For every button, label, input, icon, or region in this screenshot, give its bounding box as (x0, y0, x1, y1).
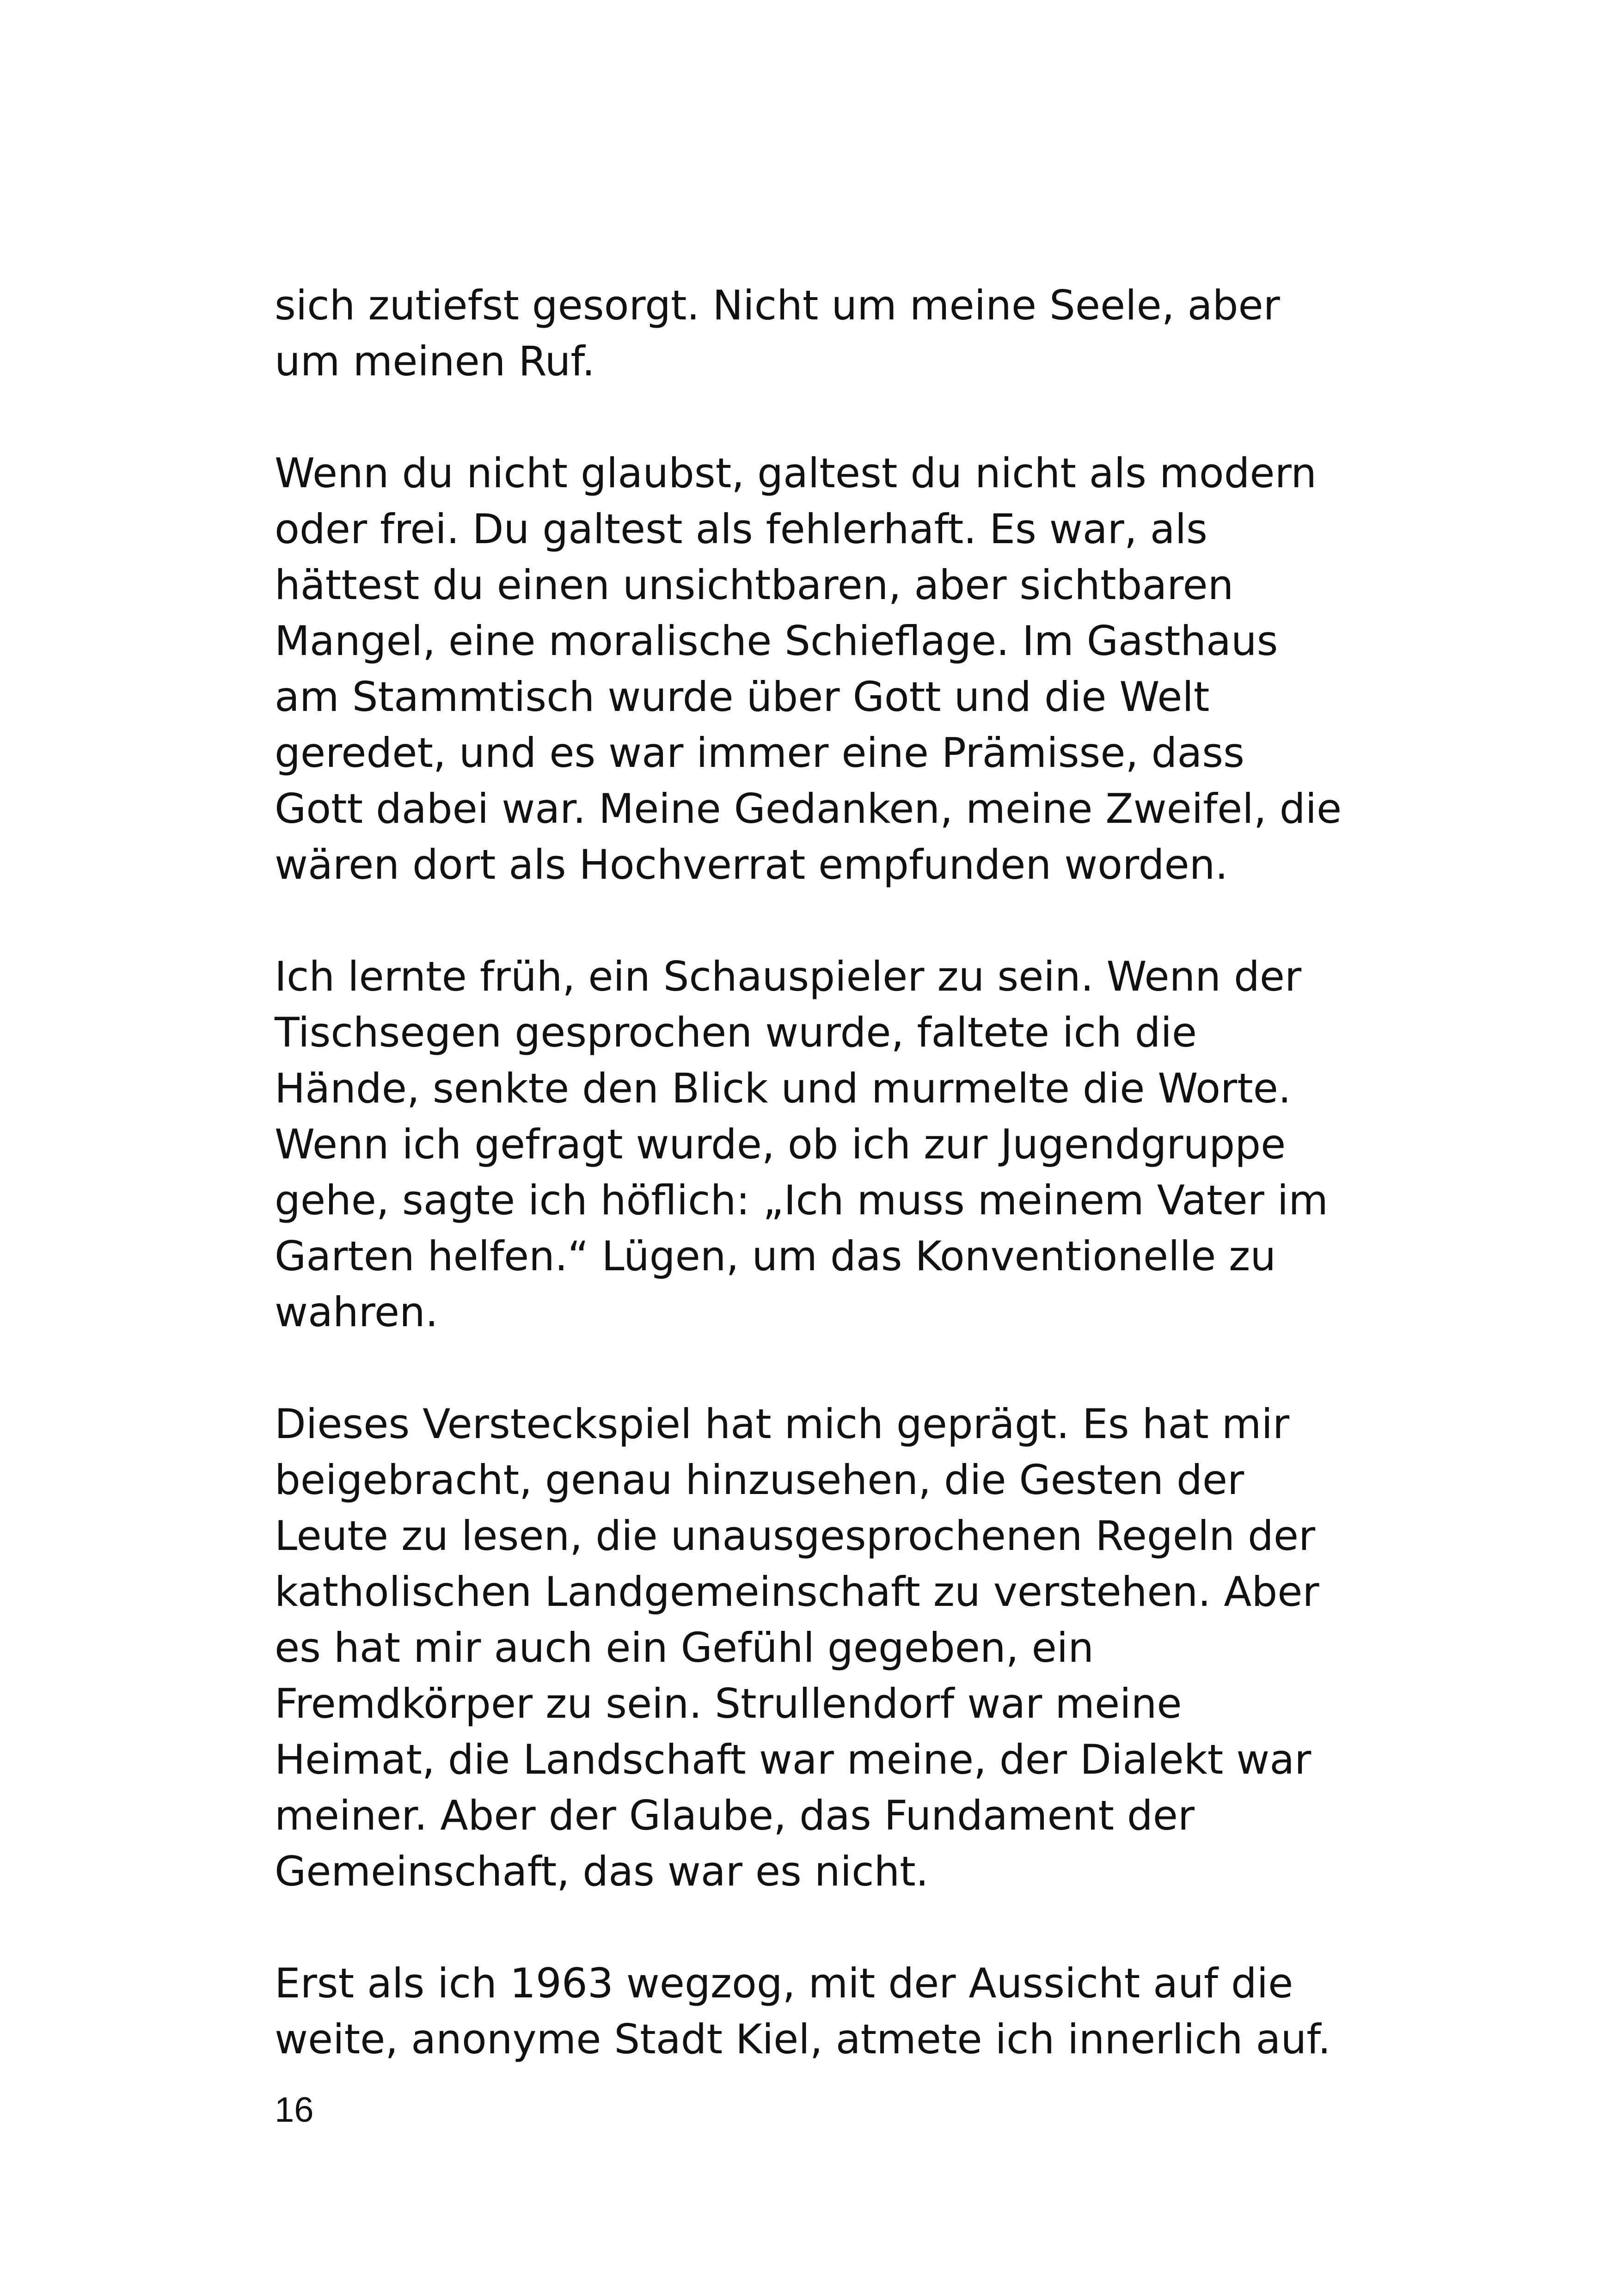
text-line: es hat mir auch ein Gefühl gegeben, ein (275, 1624, 1094, 1671)
text-line: geredet, und es war immer eine Prämisse, dass (275, 729, 1244, 777)
page-number: 16 (275, 2090, 314, 2130)
text-line: Leute zu lesen, die unausgesprochenen Regeln der (275, 1512, 1316, 1560)
text-line: gehe, sagte ich höflich: „Ich muss meinem Vater im (275, 1176, 1328, 1224)
text-line: weite, anonyme Stadt Kiel, atmete ich innerlich auf. (275, 2015, 1331, 2063)
text-line: am Stammtisch wurde über Gott und die Welt (275, 673, 1210, 721)
text-line: oder frei. Du galtest als fehlerhaft. Es war, als (275, 505, 1208, 553)
text-line: wahren. (275, 1288, 438, 1336)
text-line: beigebracht, genau hinzusehen, die Gesten der (275, 1456, 1244, 1504)
text-line: katholischen Landgemeinschaft zu verstehen. Aber (275, 1568, 1319, 1616)
text-line: Dieses Versteckspiel hat mich geprägt. Es hat mir (275, 1400, 1290, 1448)
text-line: hättest du einen unsichtbaren, aber sichtbaren (275, 561, 1234, 609)
paragraph-4 (275, 1396, 1384, 1899)
body-text (275, 277, 1384, 2067)
paragraph-2 (275, 445, 1384, 893)
text-line: Hände, senkte den Blick und murmelte die Worte. (275, 1065, 1291, 1112)
text-line: Wenn du nicht glaubst, galtest du nicht als modern (275, 449, 1317, 497)
text-line: meiner. Aber der Glaube, das Fundament der (275, 1792, 1195, 1839)
text-line: sich zutiefst gesorgt. Nicht um meine Seele, aber (275, 282, 1280, 329)
text-line: wären dort als Hochverrat empfunden worden. (275, 841, 1228, 888)
text-line: Fremdkörper zu sein. Strullendorf war meine (275, 1680, 1182, 1727)
text-line: Mangel, eine moralische Schieflage. Im Gasthaus (275, 617, 1278, 665)
text-line: um meinen Ruf. (275, 337, 595, 385)
paragraph-5 (275, 1955, 1384, 2067)
text-line: Gott dabei war. Meine Gedanken, meine Zweifel, die (275, 785, 1342, 833)
text-line: Erst als ich 1963 wegzog, mit der Aussicht auf die (275, 1959, 1293, 2007)
text-line: Ich lernte früh, ein Schauspieler zu sein. Wenn der (275, 953, 1302, 1000)
text-line: Gemeinschaft, das war es nicht. (275, 1848, 929, 1895)
paragraph-1 (275, 277, 1384, 389)
paragraph-3 (275, 949, 1384, 1340)
text-line: Tischsegen gesprochen wurde, faltete ich die (275, 1009, 1197, 1056)
text-line: Heimat, die Landschaft war meine, der Dialekt war (275, 1736, 1312, 1783)
text-line: Garten helfen.“ Lügen, um das Konventionelle zu (275, 1232, 1276, 1280)
text-line: Wenn ich gefragt wurde, ob ich zur Jugendgruppe (275, 1120, 1286, 1168)
